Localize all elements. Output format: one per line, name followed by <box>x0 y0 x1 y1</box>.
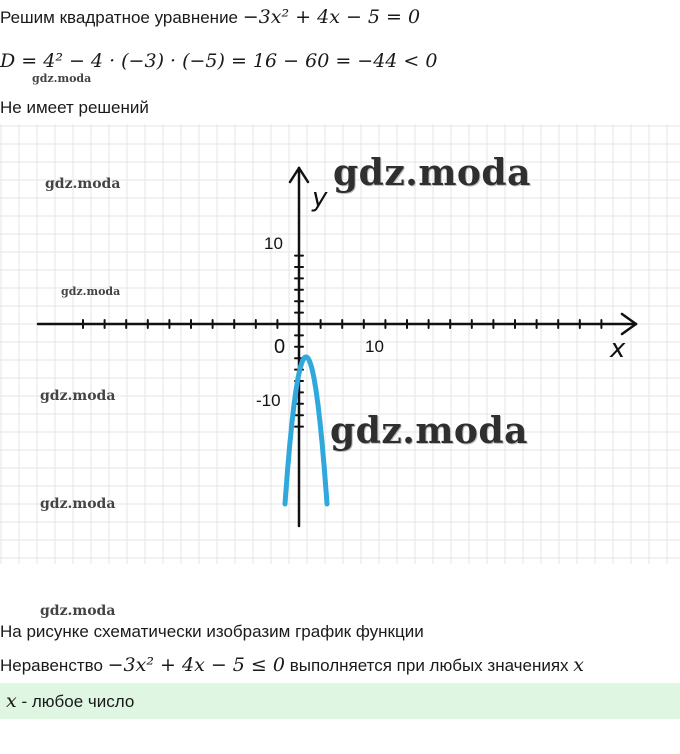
watermark: gdz.moda <box>330 410 528 452</box>
answer-text: - любое число <box>21 692 135 711</box>
inequality-suffix: выполняется при любых значениях <box>289 656 569 675</box>
x-axis-label: x <box>610 334 626 364</box>
watermark: gdz.moda <box>40 603 116 619</box>
intro-line <box>0 6 420 28</box>
axis-ticks <box>83 256 601 427</box>
x-axis-arrow <box>622 314 636 324</box>
watermark: gdz.moda <box>32 72 92 85</box>
answer-variable: x <box>6 690 17 712</box>
answer-box <box>0 683 680 719</box>
watermark: gdz.moda <box>40 496 116 512</box>
equation: −3x² + 4x − 5 = 0 <box>242 6 421 28</box>
answer-line <box>6 690 134 712</box>
axes <box>38 168 636 526</box>
no-solutions-text: Не имеет решений <box>0 98 149 117</box>
intro-text: Решим квадратное уравнение <box>0 8 239 27</box>
watermark: gdz.moda <box>333 152 531 194</box>
inequality-variable: x <box>573 654 585 676</box>
origin-label: 0 <box>274 336 286 358</box>
watermark: gdz.moda <box>40 388 116 404</box>
inequality-line <box>0 654 584 676</box>
parabola-curve <box>285 357 327 504</box>
x-tick-label-10: 10 <box>365 337 384 356</box>
y-tick-label-neg10: -10 <box>256 391 281 410</box>
y-tick-label-10: 10 <box>264 234 283 253</box>
watermark: gdz.moda <box>45 176 121 192</box>
inequality-prefix: Неравенство <box>0 656 103 675</box>
y-axis-label: y <box>312 183 328 213</box>
x-axis-arrow <box>622 324 636 334</box>
discriminant-line: D = 4² − 4 · (−3) · (−5) = 16 − 60 = −44 < 0 <box>0 50 438 72</box>
inequality: −3x² + 4x − 5 ≤ 0 <box>107 654 285 676</box>
graph-note-text: На рисунке схематически изобразим график функции <box>0 622 424 641</box>
watermark: gdz.moda <box>61 285 121 298</box>
